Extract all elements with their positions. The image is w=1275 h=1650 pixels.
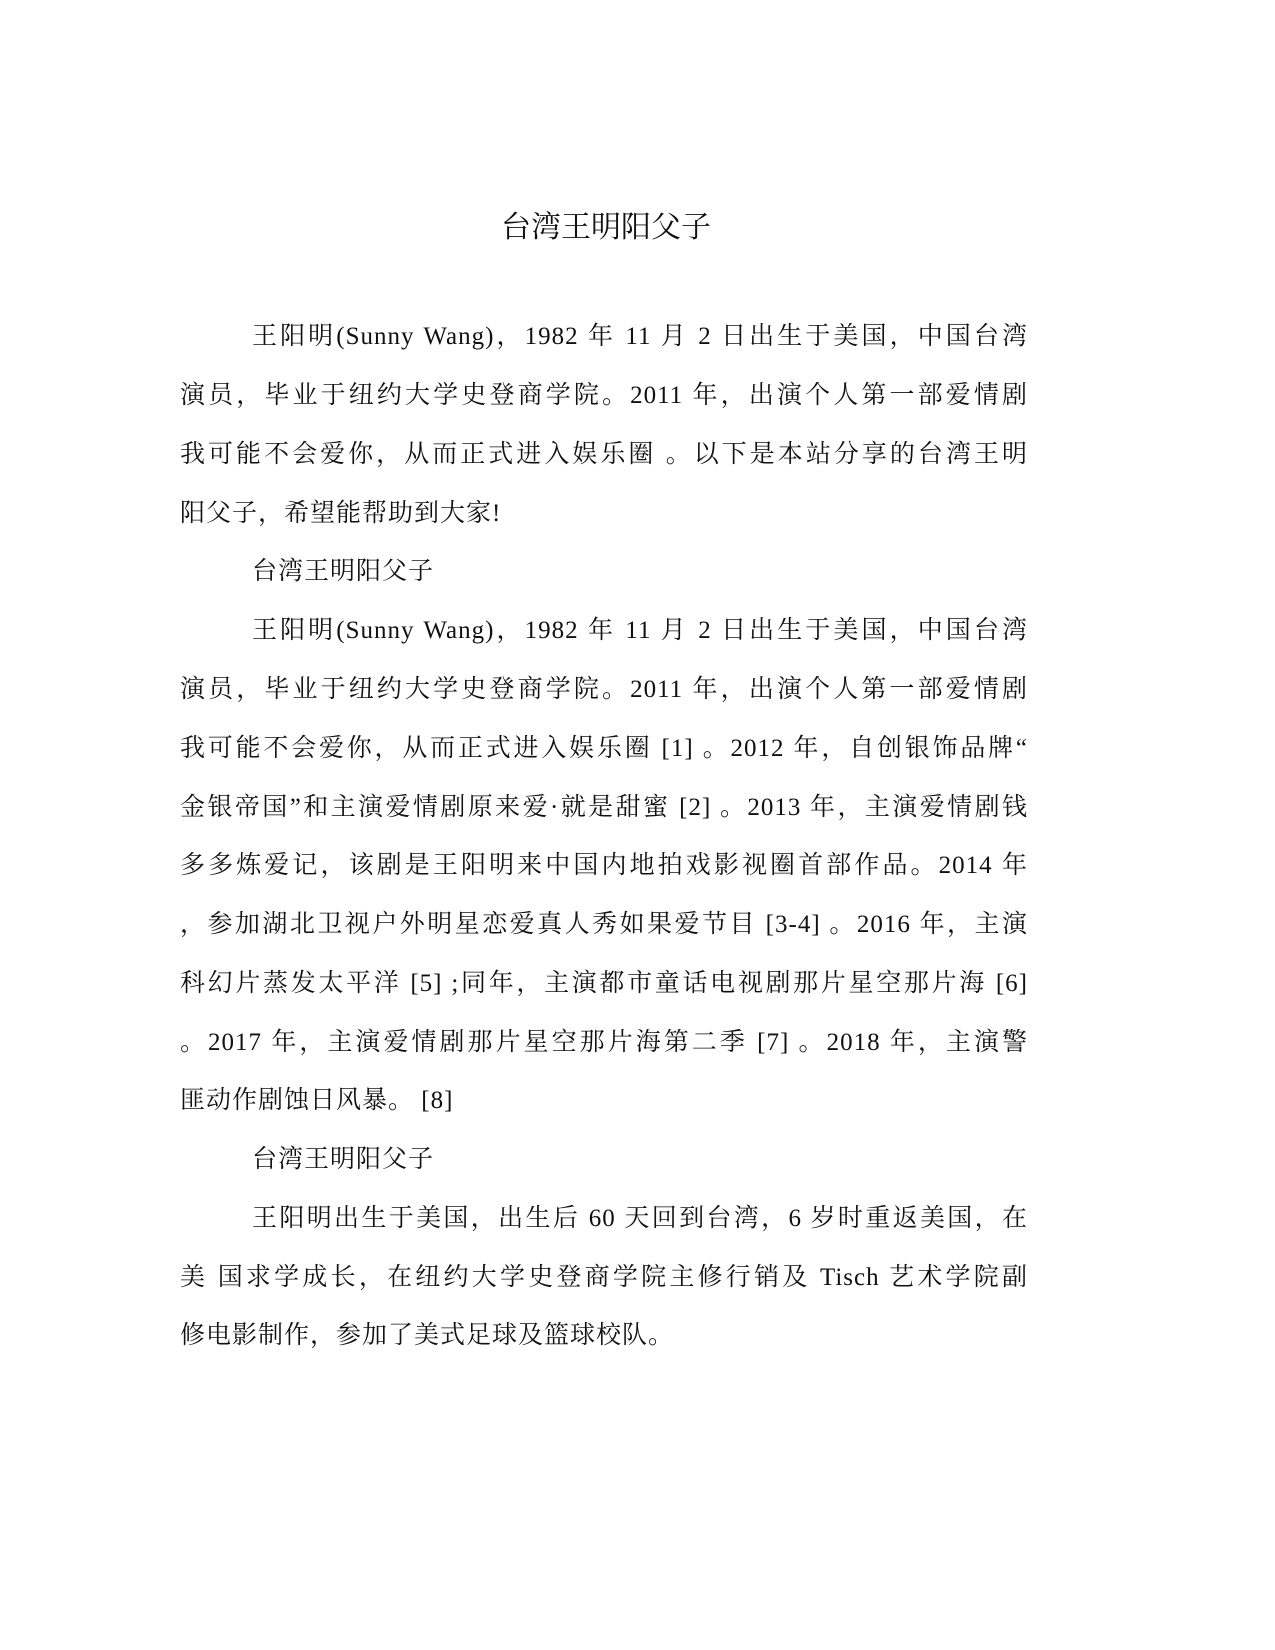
paragraph-line: 王阳明(Sunny Wang)，1982 年 11 月 2 日出生于美国，中国台湾 [252,323,1028,350]
paragraph-line: 美 国求学成长，在纽约大学史登商学院主修行销及 Tisch 艺术学院副 [180,1264,1028,1291]
paragraph-line: 演员，毕业于纽约大学史登商学院。2011 年，出演个人第一部爱情剧 [180,676,1028,703]
paragraph-line: 。2017 年，主演爱情剧那片星空那片海第二季 [7] 。2018 年，主演警 [180,1029,1028,1056]
paragraph-line: ，参加湖北卫视户外明星恋爱真人秀如果爱节目 [3-4] 。2016 年，主演 [180,911,1028,938]
paragraph-line: 我可能不会爱你，从而正式进入娱乐圈 。以下是本站分享的台湾王明 [180,441,1028,468]
paragraph-line: 匪动作剧蚀日风暴。 [8] [180,1087,454,1114]
paragraph-line: 科幻片蒸发太平洋 [5] ;同年，主演都市童话电视剧那片星空那片海 [6] [180,970,1028,997]
paragraph-line: 金银帝国”和主演爱情剧原来爱·就是甜蜜 [2] 。2013 年，主演爱情剧钱 [180,794,1028,821]
paragraph-line: 演员，毕业于纽约大学史登商学院。2011 年，出演个人第一部爱情剧 [180,382,1028,409]
section-heading: 台湾王明阳父子 [252,558,435,585]
paragraph-line: 王阳明(Sunny Wang)，1982 年 11 月 2 日出生于美国，中国台湾 [252,617,1028,644]
paragraph-line: 王阳明出生于美国，出生后 60 天回到台湾，6 岁时重返美国，在 [252,1205,1028,1232]
document-title: 台湾王明阳父子 [501,210,711,245]
paragraph-line: 多多炼爱记，该剧是王阳明来中国内地拍戏影视圈首部作品。2014 年 [180,852,1028,879]
section-heading: 台湾王明阳父子 [252,1146,435,1173]
paragraph-line: 阳父子，希望能帮助到大家! [180,500,502,527]
paragraph-line: 修电影制作，参加了美式足球及篮球校队。 [180,1322,675,1349]
paragraph-line: 我可能不会爱你，从而正式进入娱乐圈 [1] 。2012 年，自创银饰品牌“ [180,735,1028,762]
